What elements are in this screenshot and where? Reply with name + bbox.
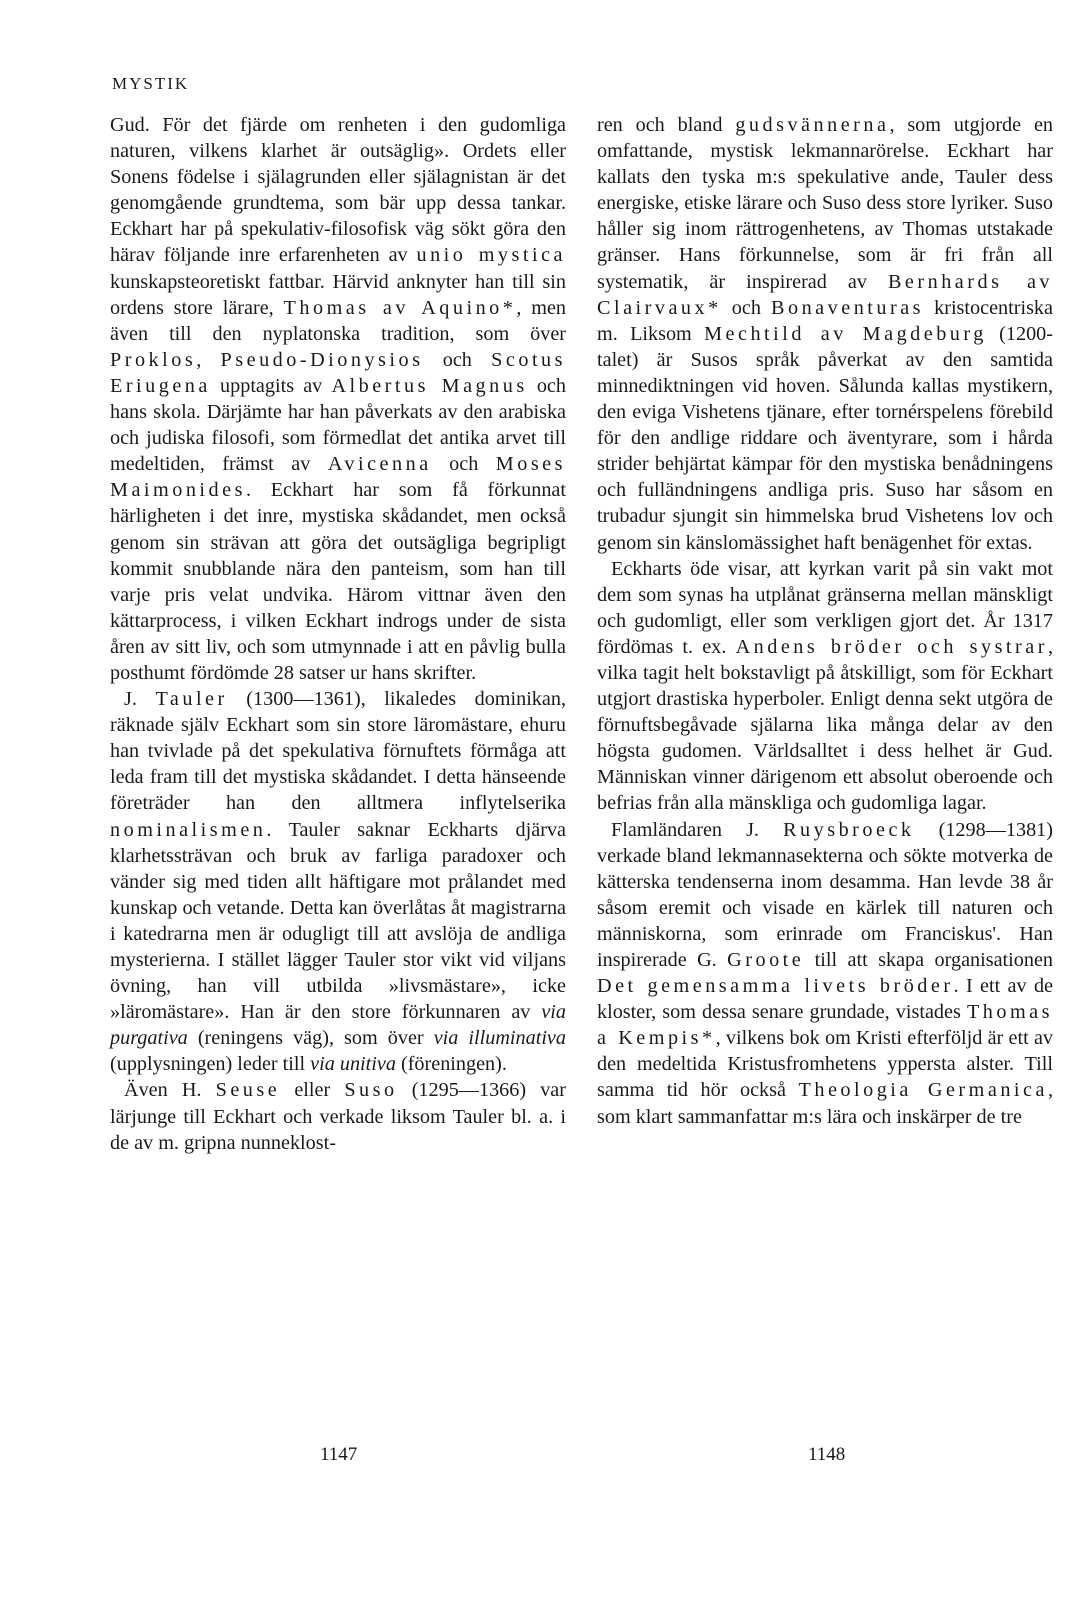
spaced-term: Seuse	[215, 1079, 281, 1102]
spaced-term: Det gemensamma livets bröder	[597, 975, 954, 998]
paragraph-suso: Även H. Seuse eller Suso (1295—1366) var lärjunge till Eckhart och verkade liksom Tauler bl. a. i de av m. gripna nunneklost-	[110, 1079, 566, 1154]
paragraph-eckhart: Gud. För det fjärde om renheten i den gudomliga naturen, vilkens klarhet är outsäglig». Ordets eller Sonens födelse i själagrunden eller själagnistan är det genomgående grundtema, som bär upp dessa tankar. Eckhart har på spekulativ-filosofisk väg sökt göra den härav följande inre erfarenheten av unio mystica kunskapsteoretiskt fattbar. Härvid anknyter han till sin ordens store lärare, Thomas av Aquino*, men även till den nyplatonska tradition, som över Proklos, Pseudo-Dionysios och Scotus Eriugena upptagits av Albertus Magnus och hans skola. Därjämte har han påverkats av den arabiska och judiska filosofi, som förmedlat det antika arvet till medeltiden, främst av Avicenna och Moses Maimonides. Eckhart har som få förkunnat härligheten i det inre, mystiska skådandet, men också genom sin strävan att göra det outsägliga begripligt kommit snubblande nära den panteism, som han till varje pris velat undvika. Härom vittnar även den kättarprocess, i vilken Eckhart indrogs under de sista åren av sitt liv, och som utmynnade i att en påvlig bulla posthumt fördömde 28 satser ur hans skrifter.	[110, 114, 567, 684]
spaced-term: Albertus Magnus	[331, 374, 528, 397]
spaced-term: Bonaventuras	[771, 296, 925, 319]
spaced-term: Bernhards av Clairvaux*	[597, 270, 1053, 319]
spaced-term: Moses Maimonides	[110, 453, 566, 502]
italic-term: via unitiva	[310, 1053, 396, 1076]
spaced-term: Mechtild av Magdeburg	[704, 322, 987, 345]
spaced-term: Tauler	[155, 688, 228, 711]
page-number-right: 1148	[808, 1444, 846, 1465]
italic-term: via illuminativa	[433, 1027, 566, 1050]
paragraph-ruysbroeck: Flamländaren J. Ruysbroeck (1298—1381) verkade bland lekmannasekterna och sökte motverka de kätterska tendenserna inom desamma. Han levde 38 år såsom eremit och visade en kärlek till naturen och människorna, som erinrade om Franciskus'. Han inspirerade G. Groote till att skapa organisationen Det gemensamma livets bröder. I ett av de kloster, som dessa senare grundade, vistades Thomas a Kempis*, vilkens bok om Kristi efterföljd är ett av den medeltida Kristusfromhetens yppersta alster. Till samma tid hör också Theologia Germanica, som klart sammanfattar m:s lära och inskärper de tre	[597, 818, 1054, 1128]
spaced-term: Proklos	[110, 348, 197, 371]
spaced-term: Andens bröder och systrar	[735, 635, 1048, 658]
spaced-term: Scotus Eriugena	[110, 348, 567, 397]
spaced-term: Thomas av Aquino*	[283, 296, 517, 319]
spaced-term: nominalismen	[110, 818, 267, 841]
spaced-term: unio mystica	[416, 244, 566, 267]
spaced-term: Theologia Germanica	[798, 1079, 1048, 1102]
italic-term: via purgativa	[110, 1001, 566, 1050]
paragraph-gudsvannerna: ren och bland gudsvännerna, som utgjorde en omfattande, mystisk lekmannarörelse. Eckhart har kallats den tyska m:s spekulative ande, Tauler dess energiske, etiske lärare och Suso dess store lyriker. Suso håller sig inom rättrogenhetens, av Thomas utstakade gränser. Hans förkunnelse, som är fri från all systematik, är inspirerad av Bernhards av Clairvaux* och Bonaventuras kristocentriska m. Liksom Mechtild av Magdeburg (1200-talet) är Susos språk påverkat av den samtida minnediktningen vid hoven. Sålunda kallas mystikern, den eviga Vishetens tjänare, efter tornérspelens förebild för den andlige riddare och äventyrare, som i hårda strider behjärtat kämpar för den mystiska benådningens och fulländningens andliga pris. Suso har såsom en trubadur sjungit sin himmelska brud Vishetens lov och genom sin känslomässighet haft benägenhet för extas.	[597, 114, 1053, 554]
running-header: MYSTIK	[112, 74, 190, 93]
spaced-term: Avicenna	[327, 453, 432, 476]
spaced-term: Suso	[344, 1079, 398, 1102]
paragraph-tauler: J. Tauler (1300—1361), likaledes dominikan, räknade själv Eckhart som sin store läromästare, ehuru han tvivlade på det spekulativa förnuftets förmåga att leda fram till det mystiska skådandet. I detta hänseende företräder han den alltmera inflytelserika nominalismen. Tauler saknar Eckharts djärva klarhetssträvan och bruk av farliga paradoxer och vänder sig med tiden allt häftigare mot prålandet med kunskap och vetande. Detta kan överlåtas åt magistrarna i katedrarna men är odugligt till att avslöja de andliga mysterierna. I stället lägger Tauler stor vikt vid viljans övning, han vill utbilda »livsmästare», icke »läromästare». Han är den store förkunnaren av via purgativa (reningens väg), som över via illuminativa (upplysningen) leder till via unitiva (föreningen).	[110, 688, 567, 1076]
spaced-term: Pseudo-Dionysios	[220, 348, 424, 371]
paragraph-eckharts-ode: Eckharts öde visar, att kyrkan varit på sin vakt mot dem som synas ha utplånat gränserna mellan mänskligt och gudomligt, eller som verkligen gjort det. År 1317 fördömas t. ex. Andens bröder och systrar, vilka tagit helt bokstavligt på åtskilligt, som för Eckhart utgjort drastiska hyperboler. Enligt denna sekt utgöra de förnuftsbegåvade själarna lika många delar av den högsta gudomen. Världsalltet i dess helhet är Gud. Människan vinner därigenom ett absolut oberoende och befrias från alla mänskliga och gudomliga lagar.	[597, 557, 1053, 815]
right-column	[597, 112, 1053, 1130]
spaced-term: Groote	[727, 949, 805, 971]
left-column	[110, 112, 566, 1156]
spaced-term: Ruysbroeck	[783, 818, 915, 841]
page-number-left: 1147	[320, 1444, 358, 1465]
spaced-term: Thomas a Kempis*	[597, 1001, 1053, 1050]
spaced-term: gudsvännerna	[735, 114, 890, 136]
